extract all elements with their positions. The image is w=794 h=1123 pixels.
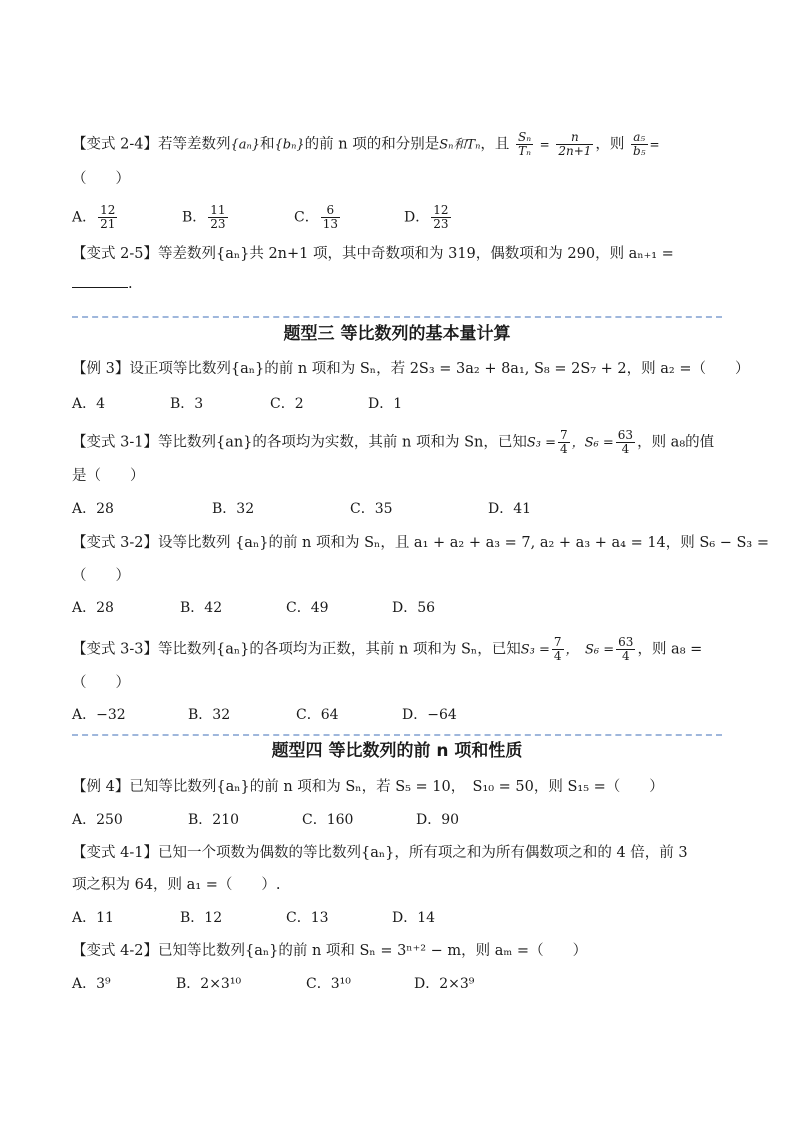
question-4-2: 【变式 4-2】已知等比数列{aₙ}的前 n 项和 Sₙ = 3ⁿ⁺² − m，则 aₘ =（ ） [72, 943, 588, 959]
options-4-2 [72, 974, 722, 994]
question-tag: 【变式 4-1】 [72, 845, 158, 861]
option-b: B．210 [188, 812, 240, 828]
option-c: C．64 [296, 707, 339, 723]
option-a: A． $\frac{12}{21}$ [72, 203, 116, 231]
option-b: B．32 [188, 707, 231, 723]
example-4: 【例 4】已知等比数列{aₙ}的前 n 项和为 Sₙ，若 S₅ = 10， S₁₀ = 50，则 S₁₅ =（ ） [72, 779, 664, 795]
section-title-4: 题型四 等比数列的前 n 项和性质 [271, 741, 523, 761]
question-tag: 【变式 3-2】 [72, 535, 158, 551]
question-2-4: 【变式 2-4】若等差数列{aₙ}和{bₙ}的前 n 项的和分别是Sₙ和Tₙ，且 $\frac{\text{Sₙ}}{\text{Tₙ}}$ = $\frac{n}{2n+1}$ ，则 $\frac{\text{a₅}}{\text{b₅}}$ = [72, 130, 660, 158]
answer-blank-line: . [72, 273, 722, 294]
fraction-s-over-t: $\frac{\text{Sₙ}}{\text{Tₙ}}$ [517, 130, 532, 158]
options-3-3 [72, 705, 722, 725]
option-d: D．56 [392, 600, 436, 616]
answer-blank[interactable] [72, 273, 128, 288]
option-c: C．3¹⁰ [306, 976, 351, 992]
question-3-2: 【变式 3-2】设等比数列 {aₙ}的前 n 项和为 Sₙ，且 a₁ + a₂ + a₃ = 7, a₂ + a₃ + a₄ = 14，则 S₆ − S₃ = [72, 535, 769, 551]
option-b: B． $\frac{11}{23}$ [182, 203, 226, 231]
answer-paren: （ ） [72, 568, 130, 584]
option-a: A．250 [72, 812, 123, 828]
option-a: A．3⁹ [72, 976, 111, 992]
option-c: C．35 [350, 501, 393, 517]
question-3-1-line2: 是（ ） [72, 468, 145, 484]
question-tag: 【变式 2-5】 [72, 246, 158, 262]
option-c: C．2 [270, 396, 304, 412]
fraction-63-4: $\frac{63}{4}$ [618, 635, 634, 663]
options-ex3 [72, 394, 722, 414]
option-b: B．32 [212, 501, 255, 517]
options-2-4 [72, 204, 722, 234]
section-title-3: 题型三 等比数列的基本量计算 [283, 324, 511, 344]
fraction-7-4: $\frac{7}{4}$ [560, 428, 568, 456]
fraction-7-4: $\frac{7}{4}$ [553, 635, 562, 663]
option-a: A．28 [72, 600, 114, 616]
section-divider [72, 316, 722, 318]
options-3-2 [72, 598, 722, 618]
option-b: B．3 [170, 396, 204, 412]
option-d: D． $\frac{12}{23}$ [404, 203, 449, 231]
option-a: A．−32 [72, 707, 126, 723]
option-b: B．42 [180, 600, 223, 616]
question-tag: 【变式 2-4】 [72, 136, 158, 153]
option-d: D．90 [416, 812, 460, 828]
question-4-1: 【变式 4-1】已知一个项数为偶数的等比数列{aₙ}，所有项之和为所有偶数项之和的 4 倍，前 3 [72, 845, 688, 861]
fraction-63-4: $\frac{63}{4}$ [617, 428, 634, 456]
question-2-5: 【变式 2-5】等差数列{aₙ}共 2n+1 项，其中奇数项和为 319，偶数项和为 290，则 aₙ₊₁ = [72, 246, 674, 262]
options-3-1 [72, 499, 722, 519]
question-tag: 【变式 3-1】 [72, 434, 158, 451]
fraction-n-over-2n1: $\frac{n}{2n+1}$ [558, 130, 592, 158]
question-tag: 【变式 4-2】 [72, 943, 158, 959]
fraction-a5-over-b5: $\frac{\text{a₅}}{\text{b₅}}$ [633, 130, 646, 158]
question-3-1: 【变式 3-1】等比数列{an}的各项均为实数，其前 n 项和为 Sn，已知S₃ = $\frac{7}{4}$ ，S₆ = $\frac{63}{4}$ ，则 a₈的值 [72, 428, 715, 456]
option-a: A．28 [72, 501, 114, 517]
question-tag: 【变式 3-3】 [72, 641, 158, 658]
options-ex4 [72, 810, 722, 830]
option-a: A．4 [72, 396, 106, 412]
option-a: A．11 [72, 910, 114, 926]
option-c: C．160 [302, 812, 354, 828]
answer-paren: （ ） [72, 171, 130, 187]
answer-paren: （ ） [72, 675, 130, 691]
section-divider [72, 734, 722, 736]
option-c: C．13 [286, 910, 329, 926]
question-tag: 【例 4】 [72, 779, 130, 795]
option-d: D．2×3⁹ [414, 976, 475, 992]
option-d: D．14 [392, 910, 436, 926]
option-d: D．41 [488, 501, 532, 517]
option-b: B．2×3¹⁰ [176, 976, 242, 992]
option-d: D．−64 [402, 707, 457, 723]
option-b: B．12 [180, 910, 223, 926]
example-3: 【例 3】设正项等比数列{aₙ}的前 n 项和为 Sₙ，若 2S₃ = 3a₂ + 8a₁, S₈ = 2S₇ + 2，则 a₂ =（ ） [72, 361, 750, 377]
options-4-1 [72, 908, 722, 928]
option-d: D．1 [368, 396, 403, 412]
question-tag: 【例 3】 [72, 361, 130, 377]
question-3-3: 【变式 3-3】等比数列{aₙ}的各项均为正数，其前 n 项和为 Sₙ，已知S₃ = $\frac{7}{4}$ ， S₆ = $\frac{63}{4}$ ，则 a₈ = [72, 635, 703, 663]
option-c: C． $\frac{6}{13}$ [294, 203, 338, 231]
option-c: C．49 [286, 600, 329, 616]
question-4-1-line2: 项之积为 64，则 a₁ =（ ）. [72, 877, 281, 893]
